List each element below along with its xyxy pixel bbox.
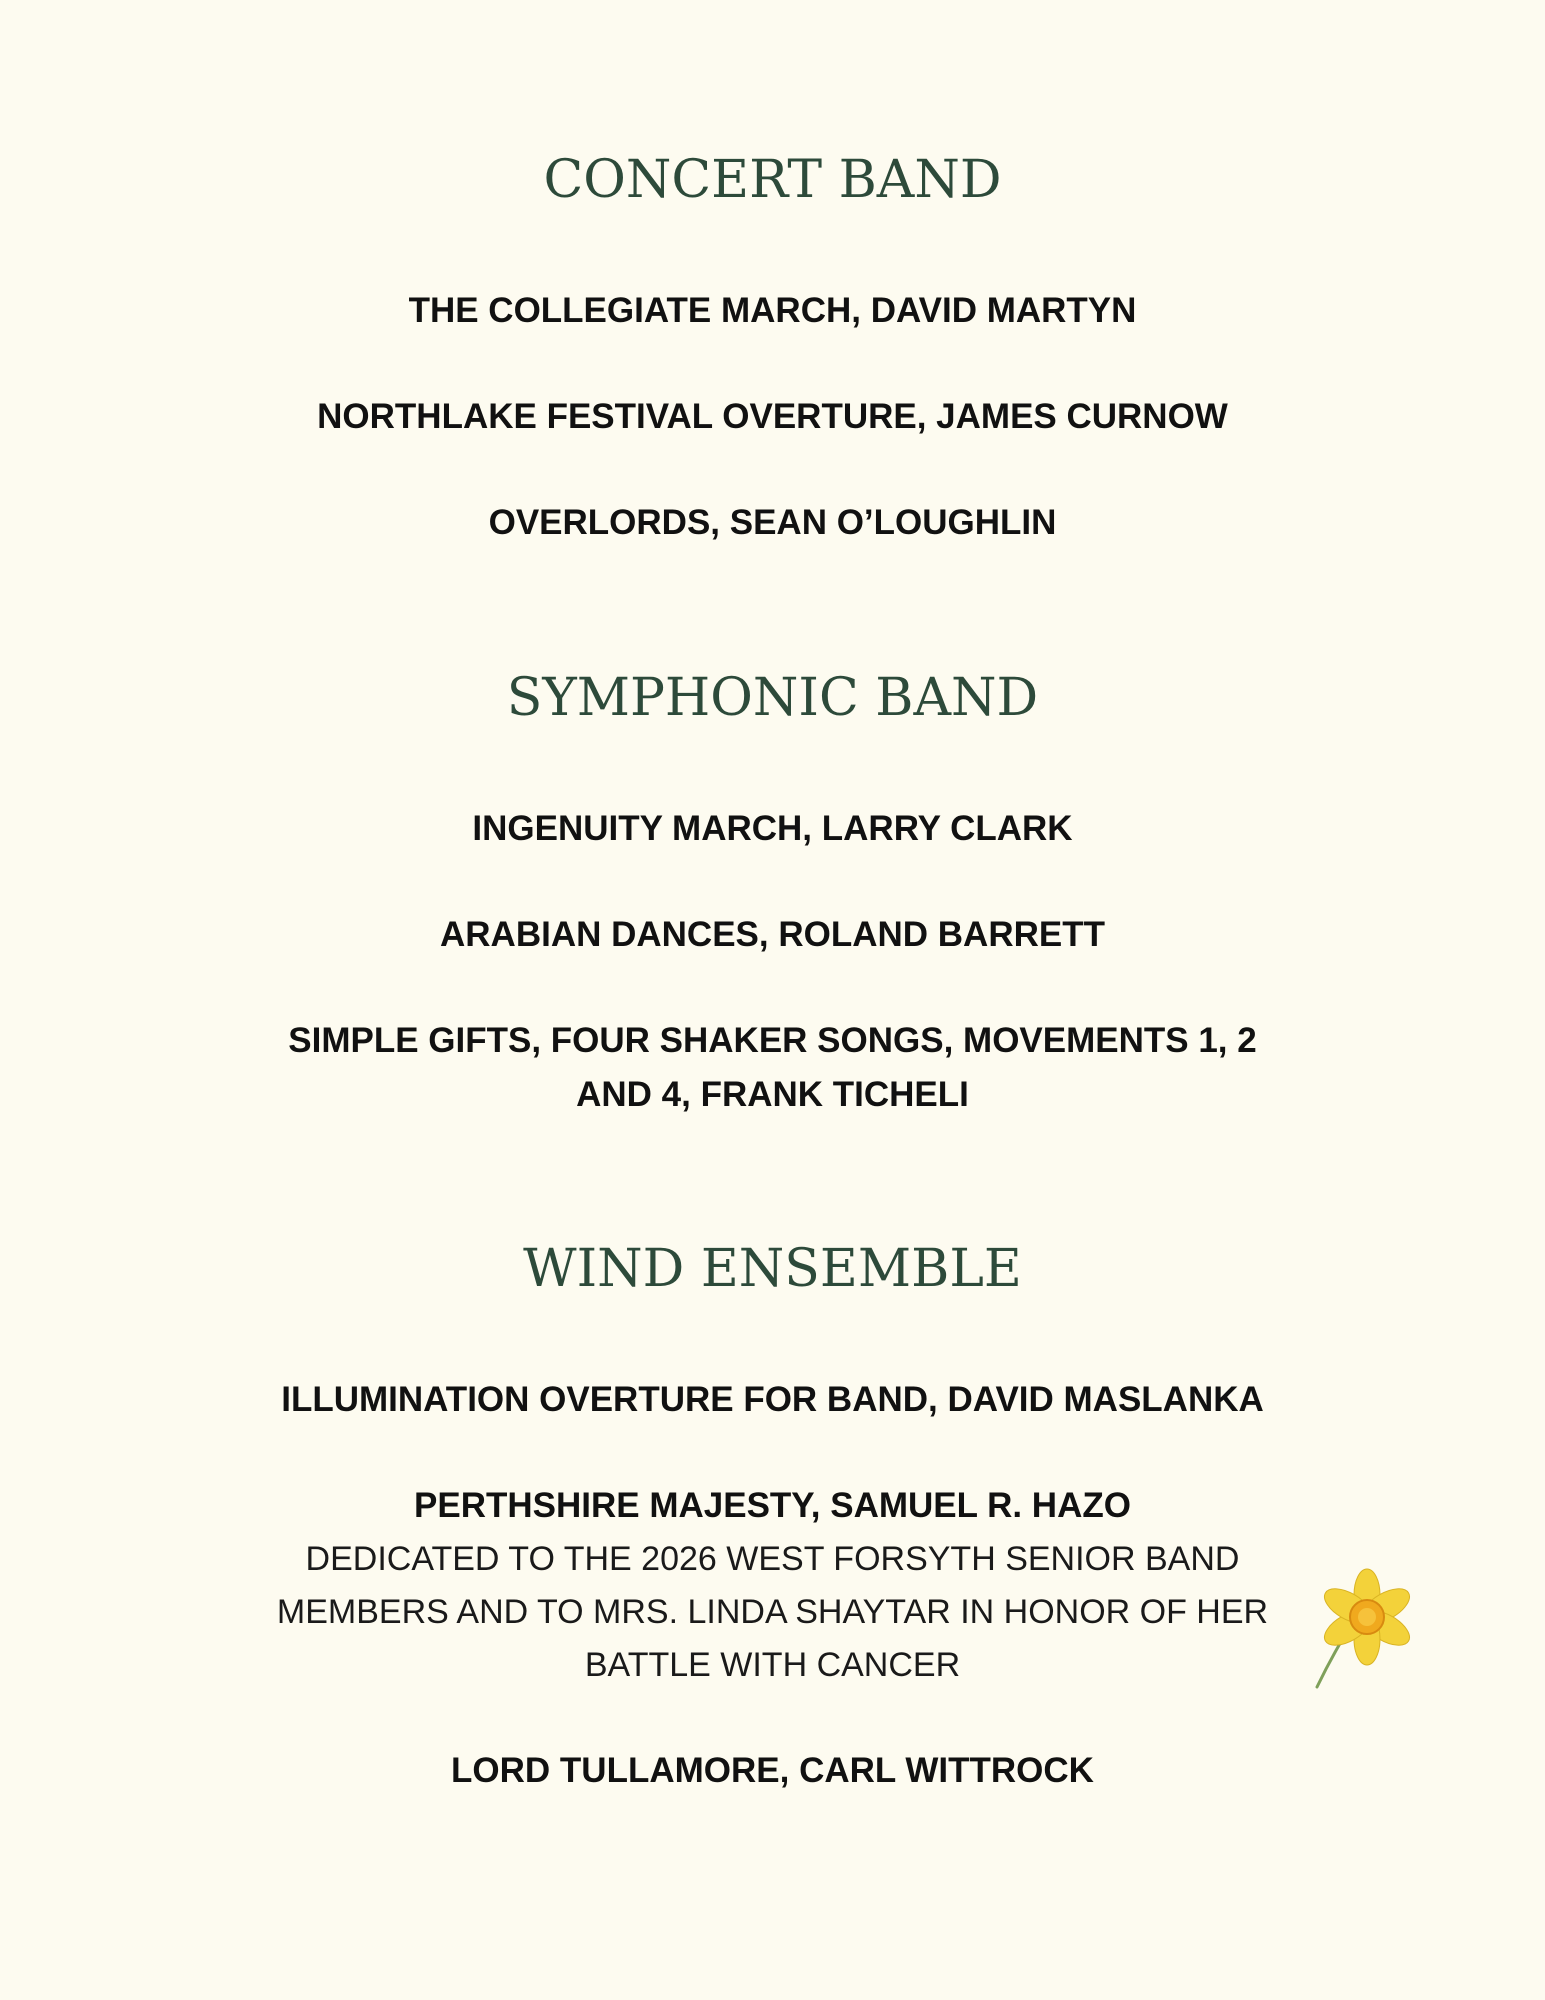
program-piece: INGENUITY MARCH, LARRY CLARK xyxy=(472,809,1073,848)
program-piece: LORD TULLAMORE, CARL WITTROCK xyxy=(451,1751,1094,1790)
concert-band-heading: CONCERT BAND xyxy=(543,150,1002,210)
program-piece: ARABIAN DANCES, ROLAND BARRETT xyxy=(440,915,1105,954)
symphonic-band-heading: SYMPHONIC BAND xyxy=(506,668,1039,728)
program-piece: THE COLLEGIATE MARCH, DAVID MARTYN xyxy=(408,291,1137,330)
program-piece: NORTHLAKE FESTIVAL OVERTURE, JAMES CURNOW xyxy=(317,397,1228,436)
program-piece: PERTHSHIRE MAJESTY, SAMUEL R. HAZO xyxy=(414,1486,1131,1525)
program-piece: ILLUMINATION OVERTURE FOR BAND, DAVID MASLANKA xyxy=(281,1380,1264,1419)
wind-ensemble-heading: WIND ENSEMBLE xyxy=(523,1239,1022,1299)
program-piece: SIMPLE GIFTS, FOUR SHAKER SONGS, MOVEMENTS 1, 2 AND 4, FRANK TICHELI xyxy=(288,1021,1257,1114)
program-piece: OVERLORDS, SEAN O’LOUGHLIN xyxy=(488,503,1057,542)
dedication-note: DEDICATED TO THE 2026 WEST FORSYTH SENIOR BAND MEMBERS AND TO MRS. LINDA SHAYTAR IN HONOR OF HER BATTLE WITH CANCER xyxy=(276,1540,1269,1684)
daffodil-icon xyxy=(1305,1565,1425,1690)
